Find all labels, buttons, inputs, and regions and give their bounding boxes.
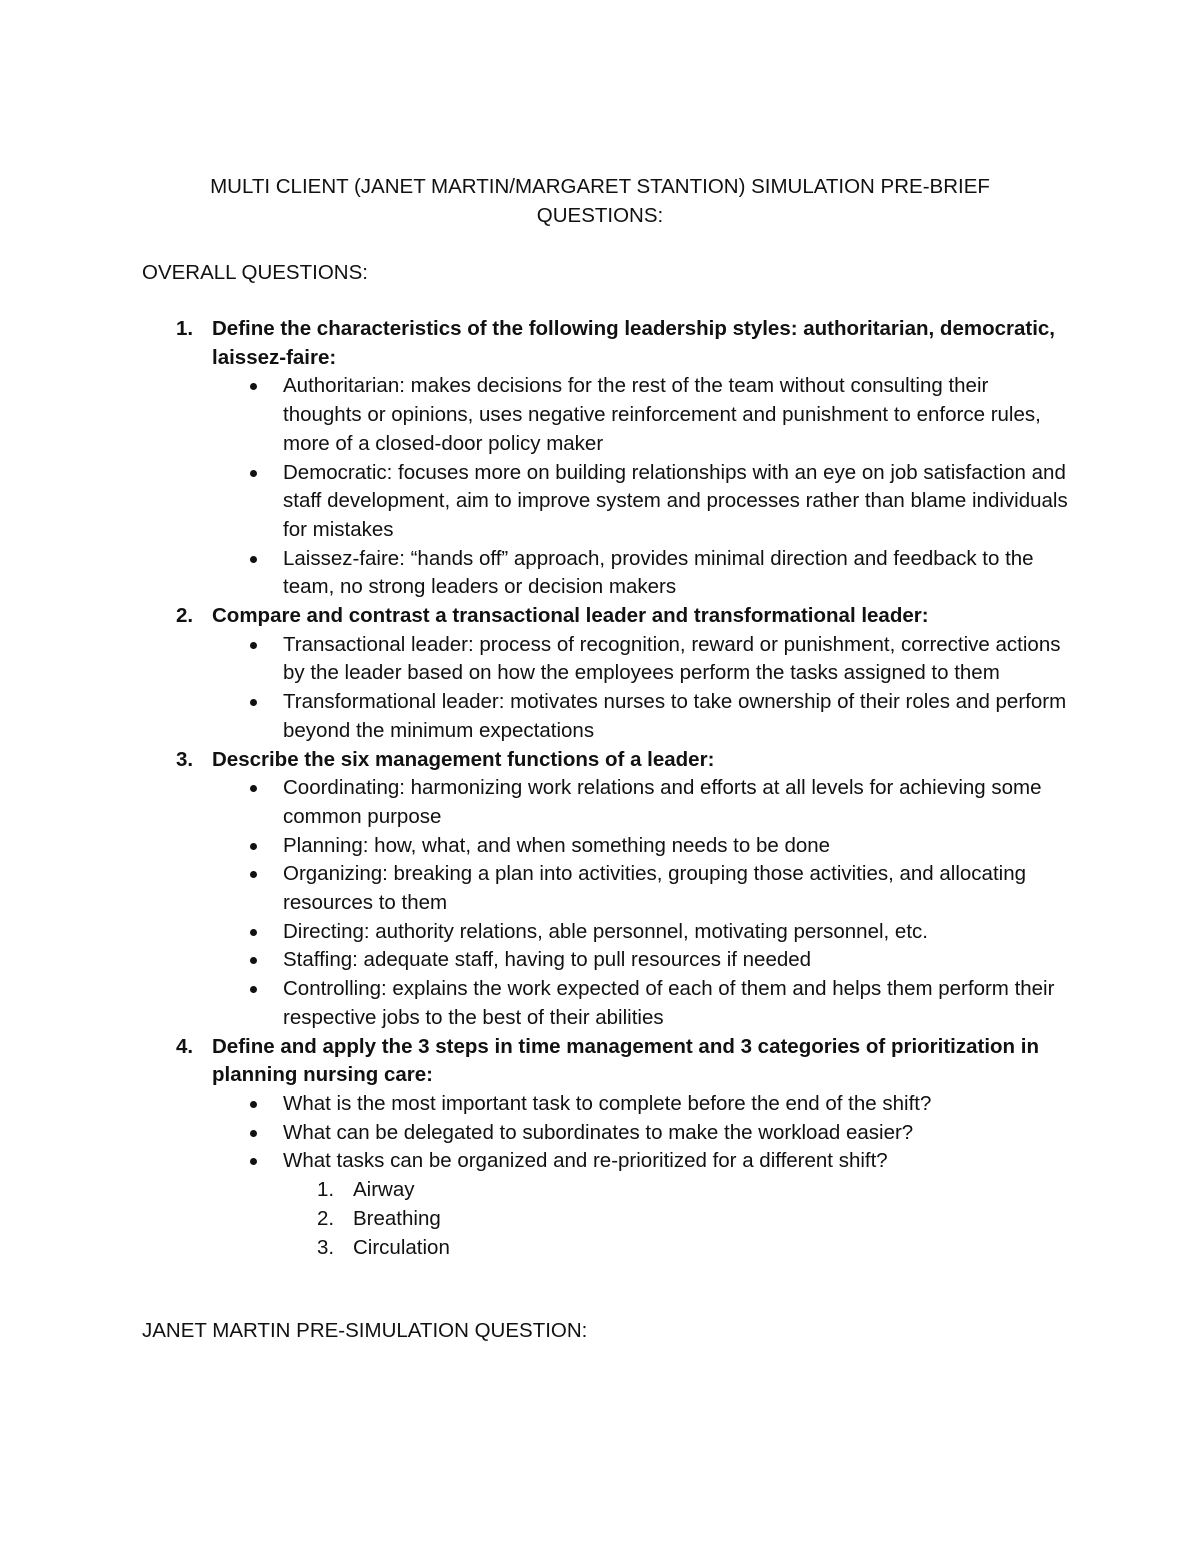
priority-number: 1. <box>317 1178 335 1202</box>
bullet-text: Directing: authority relations, able personnel, motivating personnel, etc. <box>283 919 928 943</box>
priority-item <box>212 1205 1072 1234</box>
overall-questions-heading: OVERALL QUESTIONS: <box>142 261 368 284</box>
bullet-icon <box>250 1101 257 1108</box>
answer-bullets <box>212 631 1072 746</box>
bullet-icon <box>250 556 257 563</box>
bullet-text: What can be delegated to subordinates to make the workload easier? <box>283 1120 914 1144</box>
bullet-icon <box>250 986 257 993</box>
bullet-text: Coordinating: harmonizing work relations and efforts at all levels for achieving some common purpose <box>283 776 1042 828</box>
bullet-text: Planning: how, what, and when something needs to be done <box>283 833 831 857</box>
bullet-icon <box>250 699 257 706</box>
bullet-text: What tasks can be organized and re-prioritized for a different shift? <box>283 1149 888 1173</box>
answer-bullet <box>212 774 1072 831</box>
answer-bullets <box>212 372 1072 602</box>
priority-text: Circulation <box>353 1235 450 1259</box>
answer-bullet <box>212 688 1072 745</box>
questions-list <box>0 315 1200 1262</box>
bullet-text: Staffing: adequate staff, having to pull resources if needed <box>283 948 812 972</box>
answer-bullet <box>212 1090 1072 1119</box>
question-text: Define and apply the 3 steps in time management and 3 categories of prioritization in planning nursing care: <box>212 1034 1039 1087</box>
answer-bullet <box>212 372 1072 458</box>
document-title-line-2: QUESTIONS: <box>536 204 664 227</box>
question-text: Describe the six management functions of a leader: <box>212 747 715 771</box>
priority-item <box>212 1234 1072 1263</box>
answer-bullet <box>212 1147 1072 1176</box>
question-item <box>0 315 1072 602</box>
answer-bullets <box>212 774 1072 1032</box>
answer-bullet <box>212 459 1072 545</box>
answer-bullet <box>212 975 1072 1032</box>
priority-number: 3. <box>317 1235 335 1259</box>
bullet-icon <box>250 642 257 649</box>
bullet-icon <box>250 871 257 878</box>
bullet-text: What is the most important task to complete before the end of the shift? <box>283 1091 932 1115</box>
bullet-text: Transactional leader: process of recognition, reward or punishment, corrective actions by the leader based on how the employees perform the tasks assigned to them <box>283 632 1061 685</box>
bullet-icon <box>250 1158 257 1165</box>
bullet-icon <box>250 383 257 390</box>
answer-bullet <box>212 918 1072 947</box>
janet-martin-heading: JANET MARTIN PRE-SIMULATION QUESTION: <box>142 1319 588 1342</box>
answer-bullet <box>212 545 1072 602</box>
answer-bullet <box>212 631 1072 688</box>
bullet-icon <box>250 785 257 792</box>
bullet-icon <box>250 470 257 477</box>
question-number: 2. <box>176 604 194 628</box>
answer-bullet <box>212 946 1072 975</box>
question-item <box>0 746 1072 1033</box>
question-text: Compare and contrast a transactional leader and transformational leader: <box>212 604 929 628</box>
bullet-icon <box>250 843 257 850</box>
answer-bullets <box>212 1090 1072 1176</box>
bullet-text: Transformational leader: motivates nurses to take ownership of their roles and perform beyond the minimum expectations <box>283 690 1067 742</box>
question-number: 1. <box>176 317 194 340</box>
bullet-text: Organizing: breaking a plan into activities, grouping those activities, and allocating resources to them <box>283 862 1026 915</box>
answer-bullet <box>212 1119 1072 1148</box>
priority-categories-list <box>212 1176 1072 1262</box>
priority-text: Breathing <box>353 1206 441 1230</box>
bullet-text: Laissez-faire: “hands off” approach, provides minimal direction and feedback to the team, no strong leaders or decision makers <box>283 546 1034 599</box>
priority-text: Airway <box>353 1178 415 1202</box>
question-item <box>0 1033 1072 1263</box>
bullet-text: Controlling: explains the work expected of each of them and helps them perform their respective jobs to the best of their abilities <box>283 977 1055 1029</box>
bullet-text: Authoritarian: makes decisions for the rest of the team without consulting their thoughts or opinions, uses negative reinforcement and punishment to enforce rules, more of a closed-door policy maker <box>283 374 1041 455</box>
question-number: 4. <box>176 1034 194 1058</box>
answer-bullet <box>212 860 1072 917</box>
question-item <box>0 602 1072 746</box>
question-number: 3. <box>176 747 194 771</box>
document-title-line-1: MULTI CLIENT (JANET MARTIN/MARGARET STANTION) SIMULATION PRE-BRIEF <box>210 175 990 198</box>
bullet-icon <box>250 1130 257 1137</box>
priority-number: 2. <box>317 1206 335 1230</box>
bullet-icon <box>250 929 257 936</box>
answer-bullet <box>212 832 1072 861</box>
question-text: Define the characteristics of the following leadership styles: authoritarian, democratic, laissez-faire: <box>212 317 1055 369</box>
bullet-text: Democratic: focuses more on building relationships with an eye on job satisfaction and staff development, aim to improve system and processes rather than blame individuals for mistakes <box>283 460 1068 541</box>
bullet-icon <box>250 957 257 964</box>
priority-item <box>212 1176 1072 1205</box>
